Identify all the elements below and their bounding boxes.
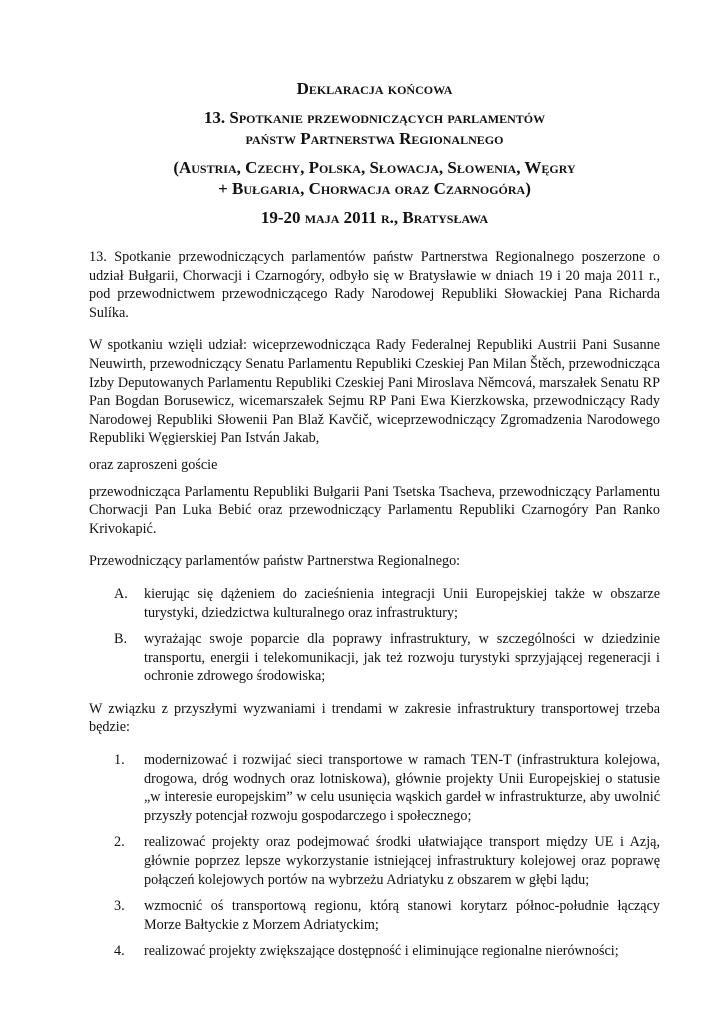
document-title [89, 78, 660, 228]
list-marker: B. [114, 631, 128, 648]
guests-intro-paragraph: oraz zaproszeni goście [89, 456, 218, 473]
title-countries: (Austria, Czechy, Polska, Słowacja, Słowenia, Węgry [173, 158, 576, 177]
title-partnership: państw Partnerstwa Regionalnego [245, 129, 504, 148]
list-marker: 1. [114, 752, 125, 769]
list-item [89, 630, 660, 686]
list-marker: 2. [114, 834, 125, 851]
list-item-text: realizować projekty zwiększające dostępność i eliminujące regionalne nierówności; [144, 943, 619, 960]
numbered-list [89, 751, 660, 961]
challenges-paragraph: W związku z przyszłymi wyzwaniami i trendami w zakresie infrastruktury transportowej trzeba będzie: [89, 700, 660, 736]
lettered-list [89, 585, 660, 686]
list-item [89, 833, 660, 889]
guests-paragraph: przewodnicząca Parlamentu Republiki Bułgarii Pani Tsetska Tsacheva, przewodniczący Parlamentu Chorwacji Pan Luka Bebić oraz przewodniczący Parlamentu Republiki Czarnogóry Pan Ranko Krivokapić. [89, 483, 660, 537]
list-item [89, 897, 660, 934]
list-item [89, 942, 660, 961]
list-item [89, 751, 660, 825]
list-marker: 4. [114, 943, 125, 960]
list-item-text: wyrażając swoje poparcie dla poprawy infrastruktury, w szczególności w dziedzinie transportu, energii i telekomunikacji, jak też rozwoju turystyki sprzyjającej regeneracji i ochronie zdrowego środowiska; [144, 631, 660, 685]
list-marker: 3. [114, 898, 125, 915]
title-date-place: 19-20 maja 2011 r., Bratysława [260, 208, 489, 227]
list-item [89, 585, 660, 622]
title-meeting: 13. Spotkanie przewodniczących parlamentów [203, 108, 546, 127]
list-item-text: modernizować i rozwijać sieci transportowe w ramach TEN-T (infrastruktura kolejowa, drogowa, dróg wodnych oraz lotniskowa), głównie projekty Unii Europejskiej o statusie „w interesie europejskim” w celu usunięcia wąskich gardeł w infrastrukturze, aby uwolnić przyszły potencjał rozwoju gospodarczego i społecznego; [144, 752, 660, 824]
list-item-text: wzmocnić oś transportową regionu, którą stanowi korytarz północ-południe łączący Morze Bałtyckie z Morzem Adriatyckim; [144, 898, 660, 933]
list-marker: A. [114, 585, 128, 602]
list-item-text: realizować projekty oraz podejmować środki ułatwiające transport między UE i Azją, głównie poprzez lepsze wykorzystanie istniejącej infrastruktury kolejowej oraz poprawę połączeń kolejowych portów na wybrzeżu Adriatyku z obszarem w głębi lądu; [144, 834, 660, 888]
chairs-paragraph: Przewodniczący parlamentów państw Partnerstwa Regionalnego: [89, 553, 461, 570]
title-heading: Deklaracja końcowa [296, 79, 453, 98]
participants-paragraph: W spotkaniu wzięli udział: wiceprzewodnicząca Rady Federalnej Republiki Austrii Pani Susanne Neuwirth, przewodniczący Senatu Parlamentu Republiki Czeskiej Pan Milan Štěch, przewodnicząca Izby Deputowanych Parlamentu Republiki Czeskiej Pani Miroslava Němcová, marszałek Senatu RP Pan Bogdan Borusewicz, wicemarszałek Sejmu RP Pani Ewa Kierzkowska, przewodniczący Rady Narodowej Republiki Słowenii Pan Blaž Kavčič, wiceprzewodniczący Zgromadzenia Narodowego Republiki Węgierskiej Pan István Jakab, [89, 337, 660, 447]
intro-paragraph: 13. Spotkanie przewodniczących parlamentów państw Partnerstwa Regionalnego poszerzone o udział Bułgarii, Chorwacji i Czarnogóry, odbyło się w Bratysławie w dniach 19 i 20 maja 2011 r., pod przewodnictwem przewodniczącego Rady Narodowej Republiki Słowackiej Pana Richarda Sulíka. [89, 249, 660, 321]
title-guest-countries: + Bułgaria, Chorwacja oraz Czarnogóra) [218, 179, 531, 198]
list-item-text: kierując się dążeniem do zacieśnienia integracji Unii Europejskiej także w obszarze turystyki, dziedzictwa kulturalnego oraz infrastruktury; [144, 585, 660, 621]
